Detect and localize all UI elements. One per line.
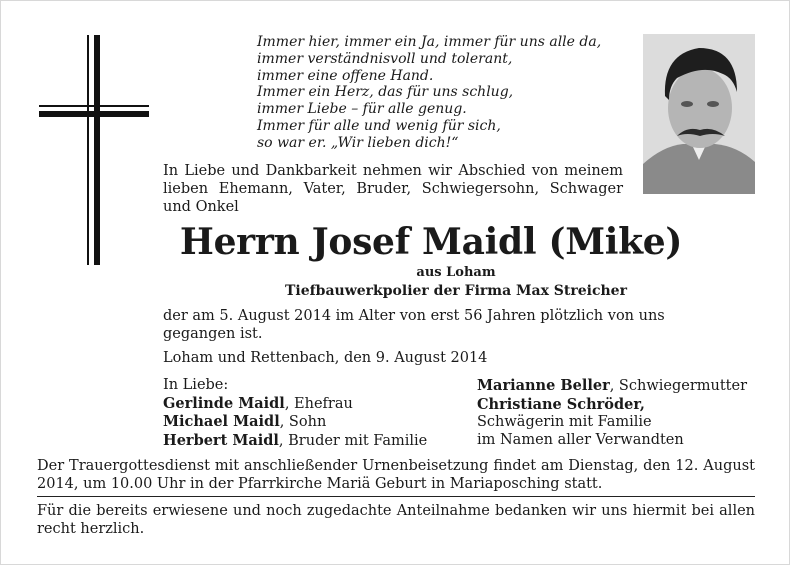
origin-text: aus Loham xyxy=(416,265,496,280)
mourner-entry xyxy=(163,395,427,414)
poem-line: Immer ein Herz, das für uns schlug, xyxy=(257,84,514,101)
poem-line: Immer für alle und wenig für sich, xyxy=(257,117,501,134)
mourner-relation: , Ehefrau xyxy=(284,395,353,412)
mourner-entry xyxy=(477,377,747,396)
occupation-text: Tiefbauwerkpolier der Firma Max Streicher xyxy=(285,283,627,299)
mourners-right xyxy=(477,377,747,449)
mourner-entry xyxy=(163,413,427,432)
poem-line: Immer hier, immer ein Ja, immer für uns alle da, xyxy=(257,34,602,50)
mourner-relation: , Sohn xyxy=(279,414,327,430)
mourner-name: Michael Maidl xyxy=(163,413,280,430)
mourners-heading: In Liebe: xyxy=(163,377,229,393)
divider xyxy=(37,496,755,497)
service-info: Der Trauergottesdienst mit anschließender Urnenbeisetzung findet am Dienstag, den 12. August 2014, um 10.00 Uhr in der Pfarrkirche Mariä Geburt in Mariaposching statt. xyxy=(37,458,755,492)
mourner-extra: Schwägerin mit Familie xyxy=(477,414,652,430)
mourners-left xyxy=(163,377,427,450)
mourner-relation: , Schwiegermutter xyxy=(609,378,748,394)
poem xyxy=(257,34,627,152)
mourner-name: Christiane Schröder, xyxy=(477,395,645,413)
mourner-extra: im Namen aller Verwandten xyxy=(477,431,684,448)
mourner-entry xyxy=(477,396,747,415)
mourner-name: Herbert Maidl xyxy=(163,431,279,449)
thanks-text: Für die bereits erwiesene und noch zugedachte Anteilnahme bedanken wir uns hiermit bei allen recht herzlich. xyxy=(37,503,755,537)
poem-line: so war er. „Wir lieben dich!“ xyxy=(257,134,459,151)
poem-line: immer eine offene Hand. xyxy=(257,67,434,84)
place-date: Loham und Rettenbach, den 9. August 2014 xyxy=(163,350,488,366)
mourner-name: Gerlinde Maidl xyxy=(163,394,285,412)
mourner-name: Marianne Beller xyxy=(477,377,610,394)
death-text: der am 5. August 2014 im Alter von erst 56 Jahren plötzlich von uns gegangen ist. xyxy=(163,308,665,342)
mourner-entry xyxy=(163,432,427,451)
deceased-name: Herrn Josef Maidl (Mike) xyxy=(179,221,683,263)
portrait-photo xyxy=(643,34,755,194)
poem-line: immer Liebe – für alle genug. xyxy=(257,101,467,118)
intro-text: In Liebe und Dankbarkeit nehmen wir Abschied von meinem lieben Ehemann, Vater, Bruder, Schwiegersohn, Schwager und Onkel xyxy=(163,163,623,215)
poem-line: immer verständnisvoll und tolerant, xyxy=(257,50,513,67)
mourner-relation: , Bruder mit Familie xyxy=(278,432,428,449)
